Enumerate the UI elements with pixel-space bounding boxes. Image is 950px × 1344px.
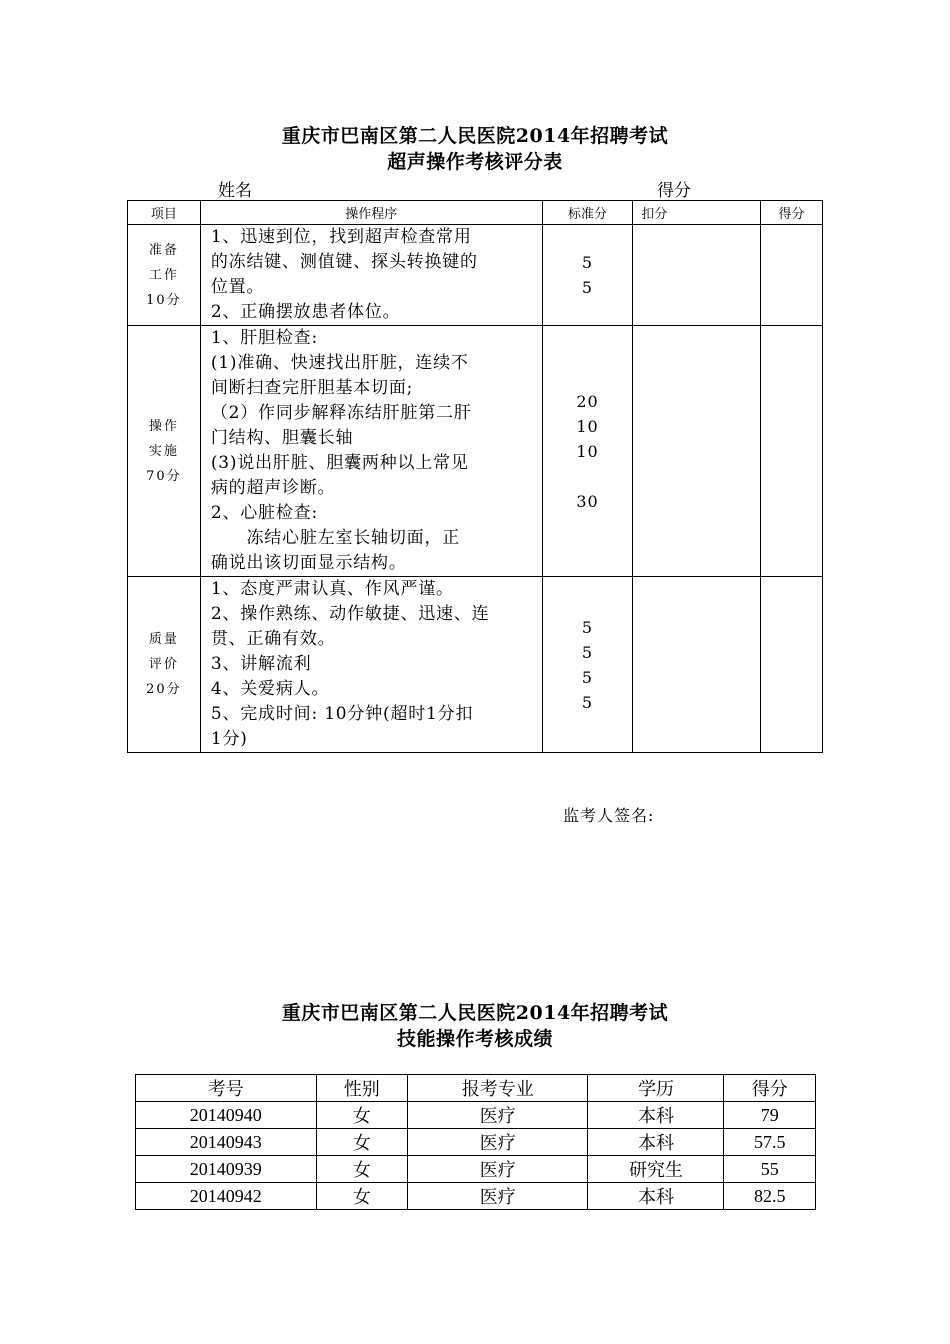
section-row-preparation — [128, 225, 823, 326]
exam-number-cell: 20140942 — [136, 1183, 317, 1210]
header-cell: 标准分 — [542, 201, 633, 225]
exam-number-cell: 20140943 — [136, 1129, 317, 1156]
scoring-header-row — [128, 201, 823, 225]
major-cell: 医疗 — [407, 1129, 588, 1156]
deduction-cell — [633, 326, 761, 577]
table-row — [136, 1156, 816, 1183]
exam-number-cell: 20140940 — [136, 1102, 317, 1129]
gender-cell: 女 — [316, 1183, 407, 1210]
score-cell: 79 — [724, 1102, 816, 1129]
education-cell: 本科 — [588, 1102, 724, 1129]
form-subtitle: 超声操作考核评分表 — [387, 151, 563, 173]
header-cell: 考号 — [136, 1075, 317, 1102]
deduction-cell — [633, 225, 761, 326]
examiner-signature-label: 监考人签名: — [563, 806, 655, 825]
major-cell: 医疗 — [407, 1102, 588, 1129]
education-cell: 本科 — [588, 1129, 724, 1156]
table-row — [136, 1129, 816, 1156]
standard-score-cell: 20 10 10 30 — [542, 326, 633, 577]
score-cell — [761, 326, 823, 577]
header-cell: 项目 — [128, 201, 201, 225]
category-cell: 操作 实施 70分 — [128, 326, 201, 577]
header-cell: 性别 — [316, 1075, 407, 1102]
gender-cell: 女 — [316, 1129, 407, 1156]
procedure-cell: 1、肝胆检查: (1)准确、快速找出肝脏，连续不 间断扫查完肝胆基本切面; （2）作同步解释冻结肝脏第二肝 门结构、胆囊长轴 (3)说出肝脏、胆囊两种以上常见 病的超声诊断。 2、心脏检查: 冻结心脏左室长轴切面，正 确说出该切面显示结构。 — [200, 326, 542, 577]
score-cell — [761, 225, 823, 326]
header-cell: 报考专业 — [407, 1075, 588, 1102]
section-row-quality — [128, 577, 823, 753]
gender-cell: 女 — [316, 1156, 407, 1183]
standard-score-cell: 5 5 5 5 — [542, 577, 633, 753]
category-cell: 准备 工作 10分 — [128, 225, 201, 326]
major-cell: 医疗 — [407, 1156, 588, 1183]
gender-cell: 女 — [316, 1102, 407, 1129]
table-row — [136, 1183, 816, 1210]
scoring-table — [127, 200, 823, 753]
form-title: 重庆市巴南区第二人民医院2014年招聘考试 — [281, 125, 669, 147]
standard-score-cell: 5 5 — [542, 225, 633, 326]
results-table — [135, 1074, 816, 1210]
procedure-cell: 1、态度严肃认真、作风严谨。 2、操作熟练、动作敏捷、迅速、连 贯、正确有效。 3、讲解流利 4、关爱病人。 5、完成时间: 10分钟(超时1分扣 1分) — [200, 577, 542, 753]
header-cell: 学历 — [588, 1075, 724, 1102]
category-cell: 质量 评价 20分 — [128, 577, 201, 753]
header-cell: 操作程序 — [200, 201, 542, 225]
score-cell: 82.5 — [724, 1183, 816, 1210]
major-cell: 医疗 — [407, 1183, 588, 1210]
results-title: 重庆市巴南区第二人民医院2014年招聘考试 — [281, 1002, 669, 1024]
table-row — [136, 1102, 816, 1129]
section-row-operation — [128, 326, 823, 577]
results-subtitle: 技能操作考核成绩 — [396, 1028, 553, 1050]
header-cell: 得分 — [761, 201, 823, 225]
exam-number-cell: 20140939 — [136, 1156, 317, 1183]
score-cell: 55 — [724, 1156, 816, 1183]
deduction-cell — [633, 577, 761, 753]
education-cell: 本科 — [588, 1183, 724, 1210]
results-header-row — [136, 1075, 816, 1102]
score-cell — [761, 577, 823, 753]
education-cell: 研究生 — [588, 1156, 724, 1183]
name-label: 姓名 — [218, 181, 252, 201]
score-label: 得分 — [657, 181, 691, 201]
score-cell: 57.5 — [724, 1129, 816, 1156]
header-cell: 得分 — [724, 1075, 816, 1102]
procedure-cell: 1、迅速到位，找到超声检查常用 的冻结键、测值键、探头转换键的 位置。 2、正确摆放患者体位。 — [200, 225, 542, 326]
header-cell: 扣分 — [633, 201, 761, 225]
